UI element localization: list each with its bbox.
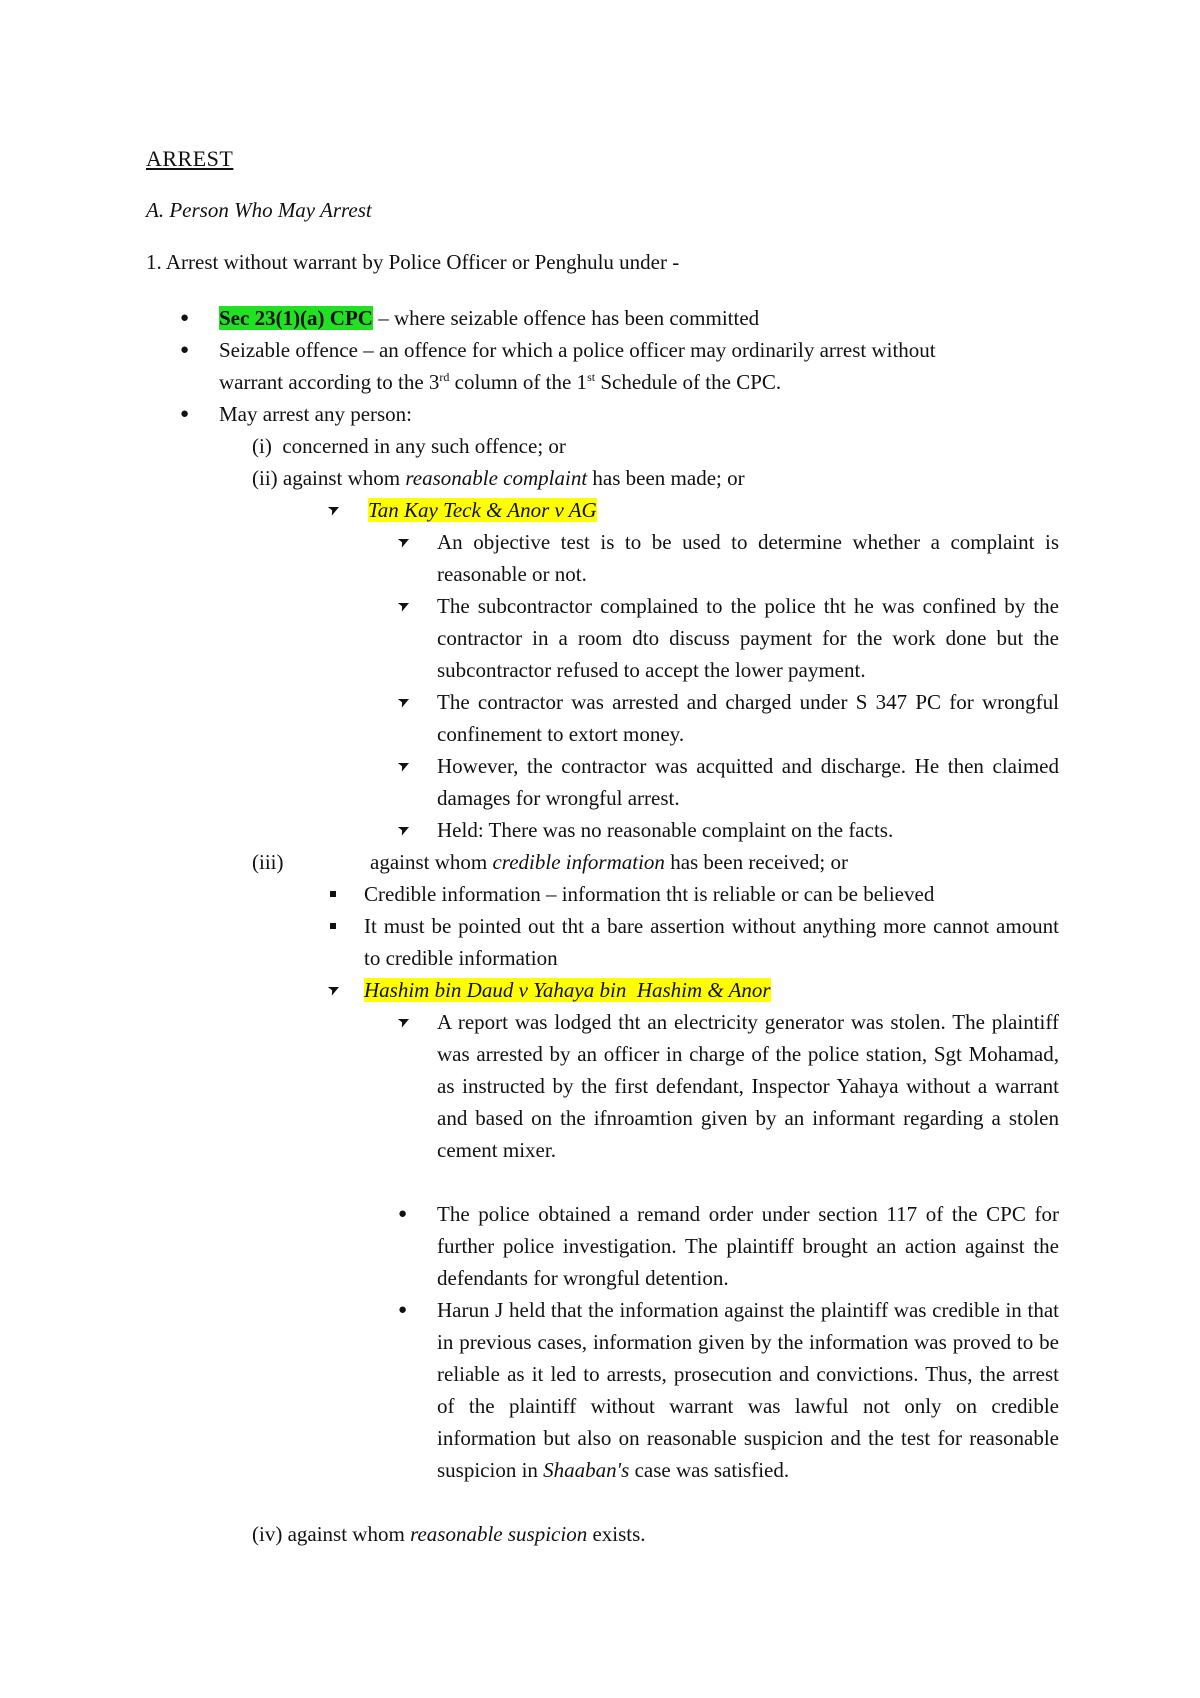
case-name-tan-kay-teck: [368, 494, 597, 526]
superscript: rd: [439, 370, 450, 384]
section-heading: A. Person Who May Arrest: [146, 198, 372, 222]
document-title: ARREST: [146, 146, 234, 171]
arrow-bullet-icon: ➤: [325, 500, 344, 520]
superscript: st: [587, 370, 596, 384]
square-bullet-icon: [330, 891, 336, 897]
case1-point: Held: There was no reasonable complaint on the facts.: [437, 818, 894, 842]
arrow-bullet-icon: ➤: [395, 756, 414, 776]
case2-point: A report was lodged tht an electricity generator was stolen. The plaintiff was arrested by an officer in charge of the police station, Sgt Mohamad, as instructed by the first defendant, Inspector Yahaya without a warrant and based on the ifnroamtion given by an informant regarding a stolen cement mixer.: [437, 1010, 1059, 1162]
case2-held: [437, 1294, 1059, 1486]
text-segment: (ii) against whom: [252, 466, 406, 490]
case1-point: The subcontractor complained to the police tht he was confined by the contractor in a room dto discuss payment for the work done but the subcontractor refused to accept the lower payment.: [437, 594, 1059, 682]
text-segment: Harun J held that the information against the plaintiff was credible in that in previous cases, information given by the information was proved to be reliable as it led to arrests, prosecution and convictions. Thus, the arrest of the plaintiff without warrant was lawful not only on credible information but also on reasonable suspicion and the test for reasonable suspicion in: [437, 1298, 1059, 1482]
arrow-bullet-icon: ➤: [395, 1012, 414, 1032]
roman-item-i: (i) concerned in any such offence; or: [252, 434, 566, 458]
bullet-icon: ●: [398, 1206, 408, 1222]
arrow-bullet-icon: ➤: [395, 692, 414, 712]
text-segment: warrant according to the 3: [219, 370, 440, 394]
emphasis: reasonable suspicion: [410, 1522, 588, 1546]
bullet-line: [219, 366, 1059, 398]
text-segment: has been made; or: [587, 466, 745, 490]
case1-point: An objective test is to be used to determine whether a complaint is reasonable or not.: [437, 530, 1059, 586]
case-highlight: Tan Kay Teck & Anor v AG: [368, 498, 597, 522]
square-bullet-icon: [330, 923, 336, 929]
bullet-icon: ●: [180, 406, 190, 422]
emphasis: Shaaban's: [543, 1458, 630, 1482]
case2-point: The police obtained a remand order under section 117 of the CPC for further police investigation. The plaintiff brought an action against the defendants for wrongful detention.: [437, 1202, 1059, 1290]
bullet-may-arrest: May arrest any person:: [219, 402, 413, 426]
case1-point: However, the contractor was acquitted and discharge. He then claimed damages for wrongful arrest.: [437, 754, 1059, 810]
arrow-bullet-icon: ➤: [325, 980, 344, 1000]
arrow-bullet-icon: ➤: [395, 532, 414, 552]
case-name-hashim: [364, 974, 771, 1006]
roman-item-iii: [370, 846, 848, 878]
credible-info-definition: Credible information – information tht is reliable or can be believed: [364, 882, 935, 906]
bare-assertion-point: It must be pointed out tht a bare assertion without anything more cannot amount to credible information: [364, 914, 1059, 970]
text-segment: (iv) against whom: [252, 1522, 411, 1546]
arrow-bullet-icon: ➤: [395, 596, 414, 616]
bullet-icon: ●: [398, 1302, 408, 1318]
text-segment: against whom: [370, 850, 493, 874]
roman-item-ii: [252, 462, 745, 494]
text-segment: column of the 1: [449, 370, 588, 394]
sec-23-highlight: Sec 23(1)(a) CPC: [219, 306, 373, 330]
bullet-icon: ●: [180, 310, 190, 326]
arrow-bullet-icon: ➤: [395, 820, 414, 840]
point-1: 1. Arrest without warrant by Police Officer or Penghulu under -: [146, 250, 680, 274]
text-segment: has been received; or: [664, 850, 849, 874]
bullet-sec-23: [219, 302, 759, 334]
bullet-icon: ●: [180, 342, 190, 358]
emphasis: credible information: [492, 850, 665, 874]
emphasis: reasonable complaint: [405, 466, 588, 490]
case1-point: The contractor was arrested and charged under S 347 PC for wrongful confinement to extort money.: [437, 690, 1059, 746]
roman-item-iv: [252, 1518, 646, 1550]
roman-item-iii-number: (iii): [252, 850, 284, 874]
text-segment: case was satisfied.: [629, 1458, 790, 1482]
text-segment: Schedule of the CPC.: [595, 370, 782, 394]
bullet-seizable-offence: [219, 334, 1059, 398]
text-segment: exists.: [587, 1522, 646, 1546]
bullet-line: Seizable offence – an offence for which a police officer may ordinarily arrest without: [219, 338, 936, 362]
case-highlight: Hashim bin Daud v Yahaya bin Hashim & Anor: [364, 978, 771, 1002]
bullet-text: – where seizable offence has been committed: [372, 306, 760, 330]
